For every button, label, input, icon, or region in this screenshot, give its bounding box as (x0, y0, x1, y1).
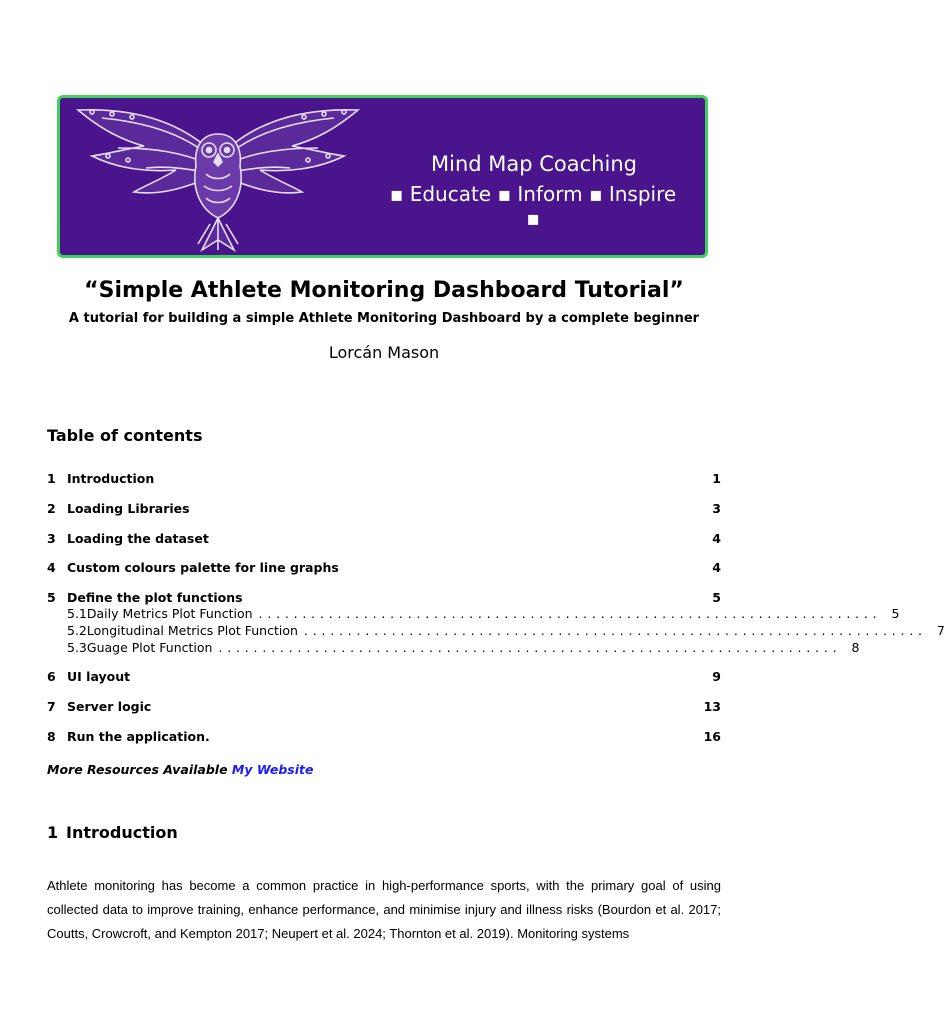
toc-entry-number: 5.2 (67, 623, 87, 638)
toc-entry-number: 4 (47, 560, 56, 575)
toc-dot-leader: ....................................................................... (218, 640, 842, 655)
toc-entry-loading-libraries[interactable] (47, 501, 721, 517)
document-author: Lorcán Mason (328, 343, 440, 362)
section-number: 1 (47, 823, 59, 842)
toc-entry-page: 9 (712, 669, 721, 684)
toc-entry-plot-functions[interactable] (47, 590, 721, 606)
toc-entry-label: UI layout (67, 669, 131, 684)
header-banner (57, 95, 708, 258)
toc-entry-page: 16 (703, 729, 721, 744)
toc-entry-introduction[interactable] (47, 471, 721, 487)
toc-entry-label: Longitudinal Metrics Plot Function (86, 623, 298, 638)
toc-subentry-daily-metrics[interactable] (67, 606, 900, 622)
toc-entry-label: Custom colours palette for line graphs (67, 560, 339, 575)
toc-entry-page: 1 (712, 471, 721, 486)
document-title: “Simple Athlete Monitoring Dashboard Tutorial” (84, 278, 684, 303)
toc-entry-page: 5 (891, 606, 900, 621)
toc-entry-number: 2 (47, 501, 56, 516)
toc-entry-ui-layout[interactable] (47, 669, 721, 685)
resources-text: More Resources Available (47, 762, 228, 777)
section-title: Introduction (66, 823, 178, 842)
toc-dot-leader: ....................................................................... (303, 623, 927, 638)
toc-entry-number: 5.1 (67, 606, 87, 621)
toc-entry-label: Guage Plot Function (86, 640, 213, 655)
toc-entry-label: Introduction (67, 471, 155, 486)
toc-entry-page: 13 (703, 699, 721, 714)
toc-entry-number: 8 (47, 729, 56, 744)
resources-line (47, 762, 313, 777)
my-website-link[interactable]: My Website (231, 762, 314, 777)
toc-dot-leader: ....................................................................... (258, 606, 882, 621)
toc-entry-loading-dataset[interactable] (47, 531, 721, 547)
toc-entry-page: 7 (936, 623, 945, 638)
section-heading-introduction (47, 823, 178, 842)
toc-entry-number: 7 (47, 699, 56, 714)
toc-entry-number: 6 (47, 669, 56, 684)
banner-title: Mind Map Coaching (431, 152, 637, 176)
toc-entry-page: 5 (712, 590, 721, 605)
toc-entry-number: 5.3 (67, 640, 87, 655)
toc-entry-label: Run the application. (67, 729, 210, 744)
toc-entry-page: 3 (712, 501, 721, 516)
toc-entry-page: 4 (712, 531, 721, 546)
toc-entry-label: Loading the dataset (67, 531, 209, 546)
toc-entry-number: 3 (47, 531, 56, 546)
toc-entry-server-logic[interactable] (47, 699, 721, 715)
toc-entry-run-application[interactable] (47, 729, 721, 745)
toc-entry-number: 5 (47, 590, 56, 605)
section-body-paragraph: Athlete monitoring has become a common practice in high-performance sports, with the primary goal of using collected data to improve training, enhance performance, and minimise injury and illness risks (Bourdon et al. 2017; Coutts, Crowcroft, and Kempton 2017; Neupert et al. 2024; Thornton et al. 2019). Monitoring systems (47, 878, 721, 941)
toc-entry-page: 8 (851, 640, 860, 655)
toc-entry-number: 1 (47, 471, 56, 486)
toc-entry-label: Daily Metrics Plot Function (86, 606, 253, 621)
toc-subentry-longitudinal-metrics[interactable] (67, 623, 945, 639)
toc-entry-label: Define the plot functions (67, 590, 243, 605)
document-subtitle: A tutorial for building a simple Athlete Monitoring Dashboard by a complete beginner (68, 311, 700, 326)
owl-logo-icon (72, 100, 364, 258)
toc-entry-custom-colours[interactable] (47, 560, 721, 576)
toc-entry-label: Loading Libraries (67, 501, 190, 516)
toc-subentry-guage-plot[interactable] (67, 640, 860, 656)
toc-heading: Table of contents (47, 426, 203, 445)
toc-entry-label: Server logic (67, 699, 152, 714)
banner-tagline: ▪ Educate ▪ Inform ▪ Inspire ▪ (389, 182, 677, 230)
toc-entry-page: 4 (712, 560, 721, 575)
